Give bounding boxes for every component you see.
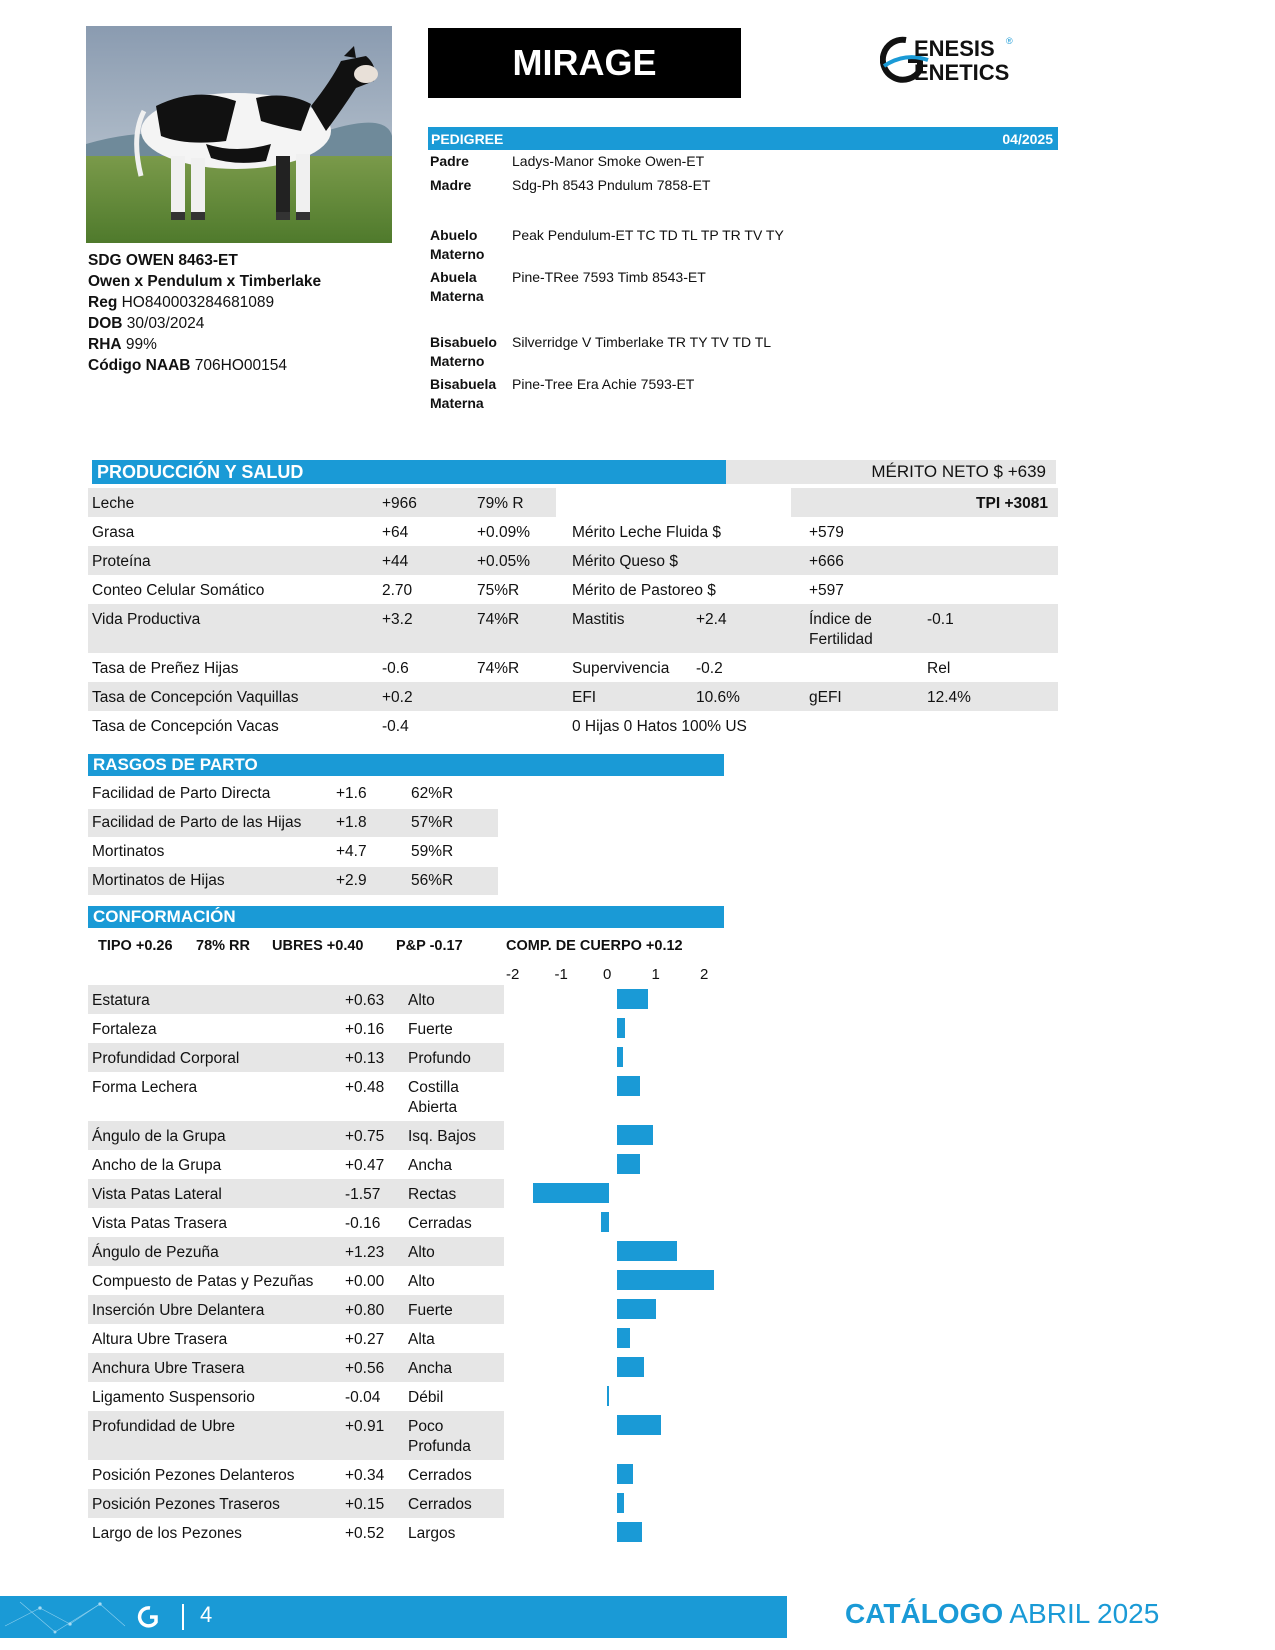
- trait-bar: [617, 1493, 624, 1513]
- production-cell-a: Grasa: [92, 524, 135, 541]
- trait-descriptor: Alta: [408, 1331, 435, 1348]
- trait-bar: [617, 1299, 656, 1319]
- production-cell-e: +2.4: [696, 611, 727, 628]
- pedigree-date: 04/2025: [1002, 131, 1053, 147]
- naab-value: 706HO00154: [194, 357, 287, 374]
- conformation-row: [88, 1353, 504, 1382]
- trait-descriptor: Profundo: [408, 1050, 471, 1067]
- trait-descriptor: Isq. Bajos: [408, 1128, 477, 1145]
- conformation-row: [88, 1237, 504, 1266]
- pedigree-relation-line1: Abuela: [430, 269, 477, 285]
- trait-value: +0.80: [345, 1302, 385, 1319]
- naab-label: Código NAAB: [88, 357, 191, 374]
- production-cell-d: Mastitis: [572, 611, 625, 628]
- trait-bar: [617, 1464, 633, 1484]
- pedigree-title: PEDIGREE: [431, 131, 504, 147]
- calving-trait: Facilidad de Parto Directa: [92, 785, 271, 802]
- production-cell-b: +0.2: [382, 689, 413, 706]
- pedigree-relation: [430, 176, 512, 195]
- rha-label: RHA: [88, 336, 122, 353]
- production-cell-c: 79% R: [477, 495, 524, 512]
- production-row: [88, 517, 1058, 546]
- pedigree-relation-line1: Madre: [430, 177, 472, 193]
- pedigree-relation-line2: Materna: [430, 395, 484, 411]
- conformation-row: [88, 1295, 504, 1324]
- trait-descriptor: Largos: [408, 1525, 456, 1542]
- axis-tick-label: -1: [554, 966, 568, 983]
- conformation-row: [88, 1324, 504, 1353]
- conformation-row: [88, 1489, 504, 1518]
- reg-label: Reg: [88, 294, 118, 311]
- production-cell-d: Mérito Queso $: [572, 553, 678, 570]
- trait-bar: [617, 1328, 630, 1348]
- production-row: [88, 682, 1058, 711]
- trait-bar: [601, 1212, 609, 1232]
- trait-value: -1.57: [345, 1186, 381, 1203]
- production-header: [92, 460, 726, 484]
- production-row: [88, 604, 1058, 653]
- conformation-row: [88, 1072, 504, 1121]
- trait-value: +0.34: [345, 1467, 385, 1484]
- production-cell-a: Tasa de Preñez Hijas: [92, 660, 239, 677]
- conformation-row: [88, 1266, 504, 1295]
- conformation-row: [88, 1208, 504, 1237]
- production-cell-f: Índice de: [809, 611, 872, 628]
- trait-name: Fortaleza: [92, 1021, 157, 1038]
- trait-bar: [617, 1076, 640, 1096]
- tipo-rel: 78% RR: [196, 938, 250, 954]
- production-cell-g: -0.1: [927, 611, 954, 628]
- production-cell-b: +966: [382, 495, 417, 512]
- trait-name: Ángulo de la Grupa: [92, 1128, 226, 1145]
- trait-descriptor: Ancha: [408, 1360, 452, 1377]
- production-cell-a: Conteo Celular Somático: [92, 582, 265, 599]
- production-cell-f: gEFI: [809, 689, 842, 706]
- calving-rel: 59%R: [411, 843, 454, 860]
- trait-descriptor: Alto: [408, 992, 435, 1009]
- conformation-row: [88, 1014, 504, 1043]
- conformation-title: CONFORMACIÓN: [93, 907, 236, 926]
- axis-tick-label: 1: [651, 966, 660, 983]
- trait-descriptor: Alto: [408, 1273, 435, 1290]
- logo-reg-mark: ®: [1006, 36, 1013, 46]
- pedigree-relation: [430, 152, 512, 171]
- net-merit-box: [726, 460, 1056, 484]
- production-cell-e: 10.6%: [696, 689, 740, 706]
- calving-title: RASGOS DE PARTO: [93, 755, 258, 774]
- trait-value: +0.56: [345, 1360, 385, 1377]
- trait-value: -0.04: [345, 1389, 381, 1406]
- page-number: 4: [200, 1602, 213, 1627]
- pedigree-row: [430, 333, 1050, 373]
- conformation-row: [88, 1179, 504, 1208]
- trait-name: Ancho de la Grupa: [92, 1157, 222, 1174]
- production-row: [88, 488, 1058, 517]
- trait-value: +0.15: [345, 1496, 385, 1513]
- pedigree-relation: [430, 268, 512, 306]
- reg-value: HO840003284681089: [121, 294, 275, 311]
- calving-rel: 57%R: [411, 814, 454, 831]
- trait-name: Compuesto de Patas y Pezuñas: [92, 1273, 314, 1290]
- axis-tick-label: 0: [603, 966, 612, 983]
- trait-descriptor: Fuerte: [408, 1021, 453, 1038]
- trait-name: Ángulo de Pezuña: [92, 1244, 219, 1261]
- calving-row: [88, 780, 498, 808]
- trait-value: +0.47: [345, 1157, 385, 1174]
- production-cell-d: EFI: [572, 689, 597, 706]
- trait-value: +0.00: [345, 1273, 385, 1290]
- trait-bar: [617, 1270, 714, 1290]
- production-cell-d: Supervivencia: [572, 660, 670, 677]
- trait-name: Estatura: [92, 992, 150, 1009]
- calving-header: [88, 754, 724, 776]
- catalog-title: [845, 1598, 1159, 1630]
- trait-name: Vista Patas Lateral: [92, 1186, 222, 1203]
- trait-name: Profundidad Corporal: [92, 1050, 240, 1067]
- calving-trait: Facilidad de Parto de las Hijas: [92, 814, 302, 831]
- trait-descriptor: Poco Profunda: [408, 1418, 471, 1455]
- trait-descriptor: Ancha: [408, 1157, 452, 1174]
- dob-label: DOB: [88, 315, 123, 332]
- calving-value: +4.7: [336, 843, 367, 860]
- pedigree-animal: Silverridge V Timberlake TR TY TV TD TL: [512, 334, 772, 350]
- bull-identity: [88, 250, 321, 376]
- pedigree-row: [430, 226, 1050, 266]
- production-cell-b: 2.70: [382, 582, 413, 599]
- calving-rel: 56%R: [411, 872, 454, 889]
- bull-title-text: MIRAGE: [512, 42, 657, 83]
- pedigree-line: Owen x Pendulum x Timberlake: [88, 273, 322, 290]
- comp-summary: COMP. DE CUERPO +0.12: [506, 938, 683, 954]
- production-cell-e: -0.2: [696, 660, 723, 677]
- trait-value: +0.48: [345, 1079, 385, 1096]
- calving-trait: Mortinatos: [92, 843, 165, 860]
- pedigree-relation-line1: Bisabuela: [430, 376, 497, 392]
- production-cell-d: 0 Hijas 0 Hatos 100% US: [572, 718, 747, 735]
- production-title: PRODUCCIÓN Y SALUD: [97, 462, 304, 482]
- conformation-row: [88, 1411, 504, 1460]
- pedigree-animal: Pine-TRee 7593 Timb 8543-ET: [512, 269, 706, 285]
- registered-name: SDG OWEN 8463-ET: [88, 252, 238, 269]
- pedigree-relation-line1: Abuelo: [430, 227, 478, 243]
- calving-row: [88, 867, 498, 895]
- conformation-header: [88, 906, 724, 928]
- trait-name: Forma Lechera: [92, 1079, 198, 1096]
- production-row: [88, 546, 1058, 575]
- conformation-row: [88, 1382, 504, 1411]
- pedigree-relation-line2: Materna: [430, 288, 484, 304]
- conformation-row: [88, 1460, 504, 1489]
- calving-row: [88, 809, 498, 837]
- pedigree-row: [430, 375, 1050, 415]
- production-cell-c: 74%R: [477, 611, 520, 628]
- catalog-rest: ABRIL 2025: [1003, 1598, 1160, 1629]
- pp-summary: P&P -0.17: [396, 938, 463, 954]
- trait-name: Posición Pezones Traseros: [92, 1496, 280, 1513]
- trait-name: Altura Ubre Trasera: [92, 1331, 228, 1348]
- pedigree-animal: Ladys-Manor Smoke Owen-ET: [512, 153, 705, 169]
- logo-line1: ENESIS: [914, 36, 995, 61]
- conformation-row: [88, 1043, 504, 1072]
- tipo-summary: TIPO +0.26: [98, 938, 173, 954]
- trait-descriptor: Rectas: [408, 1186, 457, 1203]
- production-row: [88, 711, 1058, 740]
- pedigree-relation-line1: Bisabuelo: [430, 334, 497, 350]
- trait-descriptor: Alto: [408, 1244, 435, 1261]
- bull-title: [428, 28, 741, 98]
- production-cell-f: +597: [809, 582, 844, 599]
- footer-logo-icon: [140, 1608, 156, 1626]
- trait-descriptor: Cerrados: [408, 1467, 472, 1484]
- bull-photo: [86, 26, 392, 243]
- production-row: [88, 653, 1058, 682]
- trait-descriptor: Fuerte: [408, 1302, 453, 1319]
- production-row: [88, 575, 1058, 604]
- pedigree-animal: Sdg-Ph 8543 Pndulum 7858-ET: [512, 177, 711, 193]
- production-cell-a: Tasa de Concepción Vaquillas: [92, 689, 299, 706]
- production-cell-a: Vida Productiva: [92, 611, 201, 628]
- trait-descriptor: Débil: [408, 1389, 444, 1406]
- trait-value: +0.75: [345, 1128, 385, 1145]
- conformation-row: [88, 1121, 504, 1150]
- trait-bar: [617, 1047, 623, 1067]
- trait-value: -0.16: [345, 1215, 381, 1232]
- trait-name: Ligamento Suspensorio: [92, 1389, 255, 1406]
- trait-bar: [617, 1415, 661, 1435]
- trait-name: Posición Pezones Delanteros: [92, 1467, 295, 1484]
- trait-bar: [617, 1357, 644, 1377]
- trait-value: +0.63: [345, 992, 385, 1009]
- trait-value: +0.52: [345, 1525, 385, 1542]
- pedigree-relation-line2: Materno: [430, 246, 485, 262]
- conformation-row: [88, 985, 504, 1014]
- production-cell-a: Leche: [92, 495, 135, 512]
- footer-network-graphic: [0, 1596, 160, 1638]
- trait-descriptor: Cerrados: [408, 1496, 472, 1513]
- production-cell-b: +64: [382, 524, 409, 541]
- calving-rel: 62%R: [411, 785, 454, 802]
- pedigree-row: [430, 176, 1050, 216]
- trait-name: Largo de los Pezones: [92, 1525, 242, 1542]
- trait-bar: [617, 1522, 642, 1542]
- calving-value: +1.6: [336, 785, 367, 802]
- production-cell-b: +44: [382, 553, 409, 570]
- trait-value: +0.16: [345, 1021, 385, 1038]
- trait-bar: [617, 989, 648, 1009]
- pedigree-animal: Pine-Tree Era Achie 7593-ET: [512, 376, 695, 392]
- production-cell-b: -0.4: [382, 718, 409, 735]
- pedigree-relation: [430, 375, 512, 413]
- production-cell-c: 75%R: [477, 582, 520, 599]
- production-cell-b: +3.2: [382, 611, 413, 628]
- trait-value: +0.13: [345, 1050, 385, 1067]
- trait-name: Inserción Ubre Delantera: [92, 1302, 265, 1319]
- trait-value: +0.91: [345, 1418, 385, 1435]
- production-cell-f2: Fertilidad: [809, 631, 873, 648]
- net-merit: MÉRITO NETO $ +639: [871, 462, 1046, 481]
- trait-bar: [607, 1386, 609, 1406]
- calving-row: [88, 838, 498, 866]
- pedigree-relation: [430, 333, 512, 371]
- conformation-row: [88, 1150, 504, 1179]
- production-cell-b: -0.6: [382, 660, 409, 677]
- trait-bar: [617, 1018, 625, 1038]
- trait-name: Anchura Ubre Trasera: [92, 1360, 245, 1377]
- trait-bar: [617, 1154, 640, 1174]
- trait-value: +1.23: [345, 1244, 385, 1261]
- production-cell-f: +666: [809, 553, 844, 570]
- production-cell-c: 74%R: [477, 660, 520, 677]
- dob-value: 30/03/2024: [126, 315, 205, 332]
- pedigree-animal: Peak Pendulum-ET TC TD TL TP TR TV TY: [512, 227, 784, 243]
- trait-descriptor: Costilla Abierta: [408, 1079, 459, 1116]
- pedigree-relation-line1: Padre: [430, 153, 469, 169]
- genesis-genetics-logo: [880, 30, 1040, 90]
- production-cell-d: Mérito de Pastoreo $: [572, 582, 716, 599]
- rha-value: 99%: [125, 336, 157, 353]
- pedigree-relation-line2: Materno: [430, 353, 485, 369]
- calving-trait: Mortinatos de Hijas: [92, 872, 225, 889]
- tpi-value: TPI +3081: [976, 495, 1048, 512]
- production-cell-c: +0.09%: [477, 524, 531, 541]
- trait-bar: [617, 1125, 653, 1145]
- production-cell-f: +579: [809, 524, 844, 541]
- trait-name: Vista Patas Trasera: [92, 1215, 227, 1232]
- conformation-row: [88, 1518, 504, 1547]
- production-cell-a: Tasa de Concepción Vacas: [92, 718, 279, 735]
- production-cell-d: Mérito Leche Fluida $: [572, 524, 722, 541]
- trait-value: +0.27: [345, 1331, 385, 1348]
- production-cell-a: Proteína: [92, 553, 151, 570]
- pedigree-header: [428, 127, 1058, 150]
- production-cell-g: Rel: [927, 660, 951, 677]
- trait-bar: [533, 1183, 609, 1203]
- pedigree-relation: [430, 226, 512, 264]
- production-cell-g: 12.4%: [927, 689, 971, 706]
- footer-bar: [0, 1596, 787, 1638]
- catalog-bold: CATÁLOGO: [845, 1598, 1004, 1629]
- trait-descriptor: Cerradas: [408, 1215, 472, 1232]
- production-cell-c: +0.05%: [477, 553, 531, 570]
- ubres-summary: UBRES +0.40: [272, 938, 364, 954]
- axis-tick-label: -2: [506, 966, 520, 983]
- logo-line2: ENETICS: [914, 60, 1010, 85]
- calving-value: +2.9: [336, 872, 367, 889]
- axis-tick-label: 2: [700, 966, 709, 983]
- calving-value: +1.8: [336, 814, 367, 831]
- trait-bar: [617, 1241, 677, 1261]
- trait-name: Profundidad de Ubre: [92, 1418, 236, 1435]
- footer-divider: [182, 1604, 184, 1630]
- pedigree-row: [430, 268, 1050, 308]
